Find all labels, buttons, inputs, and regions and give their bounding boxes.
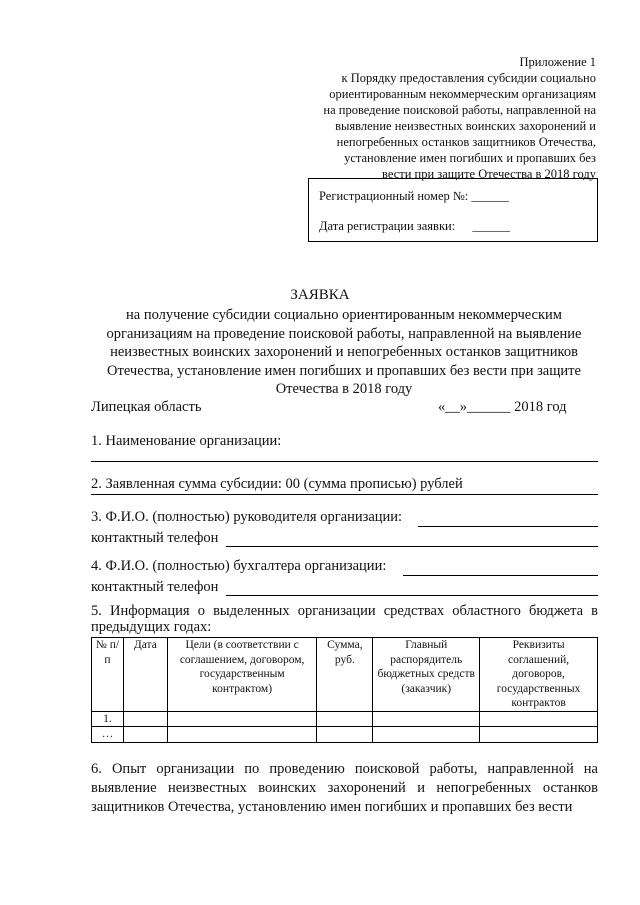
table-cell[interactable] bbox=[317, 727, 373, 743]
accountant-phone-label: контактный телефон bbox=[91, 579, 219, 595]
col-header-number: № п/п bbox=[92, 638, 124, 712]
table-cell: 1. bbox=[92, 711, 124, 727]
appendix-line: вести при защите Отечества в 2018 году bbox=[382, 167, 596, 181]
table-cell: … bbox=[92, 727, 124, 743]
table-cell[interactable] bbox=[480, 711, 598, 727]
item-budget-info: 5. Информация о выделенных организации средствах областного бюджета в предыдущих годах: bbox=[91, 603, 598, 635]
subtitle-line: Отечества в 2018 году bbox=[275, 381, 413, 397]
item-director-label: 3. Ф.И.О. (полностью) руководителя организации: bbox=[91, 509, 403, 525]
subsidy-amount-underline bbox=[91, 494, 598, 495]
item-subsidy-amount bbox=[91, 476, 463, 493]
item-subsidy-amount-text: 2. Заявленная сумма субсидии: 00 (сумма прописью) рублей bbox=[91, 476, 463, 492]
registration-number-label: Регистрационный номер №: bbox=[319, 189, 469, 203]
subtitle-line: организациям на проведение поисковой работы, направленной на выявление bbox=[106, 325, 582, 342]
item-accountant-label: 4. Ф.И.О. (полностью) бухгалтера организации: bbox=[91, 558, 387, 574]
table-row bbox=[92, 711, 598, 727]
table-row bbox=[92, 727, 598, 743]
item-search-experience: 6. Опыт организации по проведению поисковой работы, направленной на выявление неизвестных воинских захоронений и непогребенных останков защитников Отечества, установлению имен погибших и пропавших без вести bbox=[91, 761, 598, 815]
item-accountant-name bbox=[91, 558, 386, 575]
table-cell[interactable] bbox=[317, 711, 373, 727]
appendix-line: на проведение поисковой работы, направленной на bbox=[323, 103, 596, 117]
col-header-manager: Главный распорядитель бюджетных средств (заказчик) bbox=[373, 638, 480, 712]
date-field[interactable]: «__»______ 2018 год bbox=[438, 399, 567, 415]
appendix-line: ориентированным некоммерческим организациям bbox=[329, 87, 596, 101]
registration-date-row bbox=[319, 219, 510, 234]
appendix-line: к Порядку предоставления субсидии социально bbox=[341, 71, 596, 85]
table-cell[interactable] bbox=[123, 727, 167, 743]
subtitle-line: на получение субсидии социально ориентированным некоммерческим bbox=[126, 307, 562, 323]
appendix-header bbox=[296, 54, 596, 182]
col-header-sum: Сумма, руб. bbox=[317, 638, 373, 712]
accountant-phone-field[interactable] bbox=[226, 595, 598, 596]
director-name-field[interactable] bbox=[418, 526, 598, 527]
col-header-date: Дата bbox=[123, 638, 167, 712]
item-organization-name: 1. Наименование организации: bbox=[91, 433, 282, 449]
table-cell[interactable] bbox=[373, 727, 480, 743]
document-title: ЗАЯВКА bbox=[290, 287, 350, 303]
col-header-requisites: Реквизиты соглашений, договоров, государственных контрактов bbox=[480, 638, 598, 712]
table-cell[interactable] bbox=[167, 711, 317, 727]
accountant-name-field[interactable] bbox=[403, 575, 598, 576]
registration-box bbox=[308, 178, 598, 242]
table-cell[interactable] bbox=[480, 727, 598, 743]
appendix-line: Приложение 1 bbox=[519, 55, 596, 69]
table-cell[interactable] bbox=[123, 711, 167, 727]
director-phone-label: контактный телефон bbox=[91, 530, 219, 546]
registration-date-blank[interactable]: ______ bbox=[472, 219, 510, 233]
registration-number-row bbox=[319, 189, 509, 204]
registration-date-label: Дата регистрации заявки: bbox=[319, 219, 456, 233]
region-label: Липецкая область bbox=[91, 399, 202, 415]
table-header-row bbox=[92, 638, 598, 712]
director-phone-field[interactable] bbox=[226, 546, 598, 547]
table-cell[interactable] bbox=[373, 711, 480, 727]
budget-info-table bbox=[91, 637, 598, 743]
document-subtitle bbox=[88, 306, 600, 399]
appendix-line: установление имен погибших и пропавших без bbox=[344, 151, 596, 165]
appendix-line: непогребенных останков защитников Отечества, bbox=[336, 135, 596, 149]
appendix-line: выявление неизвестных воинских захоронений и bbox=[335, 119, 596, 133]
organization-name-field[interactable] bbox=[91, 461, 598, 462]
item-director-name bbox=[91, 509, 402, 526]
col-header-goals: Цели (в соответствии с соглашением, договором, государственным контрактом) bbox=[167, 638, 317, 712]
subtitle-line: Отечества, установление имен погибших и пропавших без вести при защите bbox=[107, 362, 581, 379]
registration-number-blank[interactable]: ______ bbox=[471, 189, 509, 203]
table-cell[interactable] bbox=[167, 727, 317, 743]
subtitle-line: неизвестных воинских захоронений и непогребенных останков защитников bbox=[110, 344, 578, 360]
